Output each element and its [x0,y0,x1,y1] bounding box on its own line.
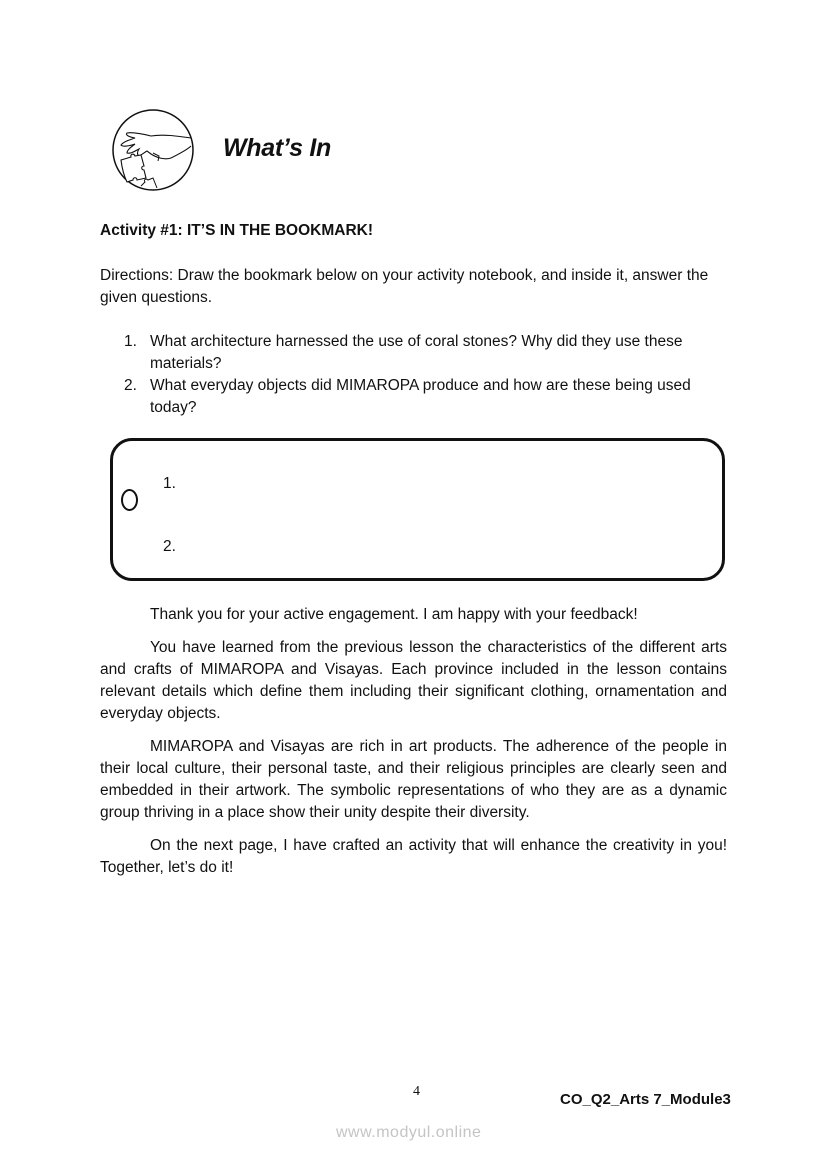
paragraph-recap: You have learned from the previous lesson the characteristics of the different arts and crafts of MIMAROPA and Visayas. Each province included in the lesson contains relevant details which define them including their significant clothing, ornamentation and everyday objects. [100,639,727,722]
question-number: 2. [124,377,137,394]
page-number: 4 [413,1084,420,1099]
module-code: CO_Q2_Arts 7_Module3 [560,1091,731,1108]
directions-text: Directions: Draw the bookmark below on your activity notebook, and inside it, answer the given questions. [100,267,709,306]
bookmark-answer-1: 1. [163,475,176,492]
watermark: www.modyul.online [336,1124,482,1141]
question-text: What everyday objects did MIMAROPA produce and how are these being used today? [150,377,691,416]
question-item [124,375,730,419]
bookmark-frame [110,438,725,581]
questions-list [124,331,730,419]
question-number: 1. [124,333,137,350]
paragraph-thanks: Thank you for your active engagement. I am happy with your feedback! [150,606,638,623]
question-text: What architecture harnessed the use of coral stones? Why did they use these materials? [150,333,683,372]
paragraph-next-page: On the next page, I have crafted an activity that will enhance the creativity in you! Together, let’s do it! [100,837,727,876]
bookmark-answer-2: 2. [163,538,176,555]
bookmark-hole-icon [121,489,138,511]
paragraph-art-products: MIMAROPA and Visayas are rich in art products. The adherence of the people in their local culture, their personal taste, and their religious principles are clearly seen and embedded in their artwork. The symbolic representations of who they are as a dynamic group thriving in a place show their unity despite their diversity. [100,738,727,821]
hand-puzzle-icon [111,108,195,192]
activity-title: Activity #1: IT’S IN THE BOOKMARK! [100,222,373,239]
section-title: What’s In [223,134,331,162]
question-item [124,331,730,375]
